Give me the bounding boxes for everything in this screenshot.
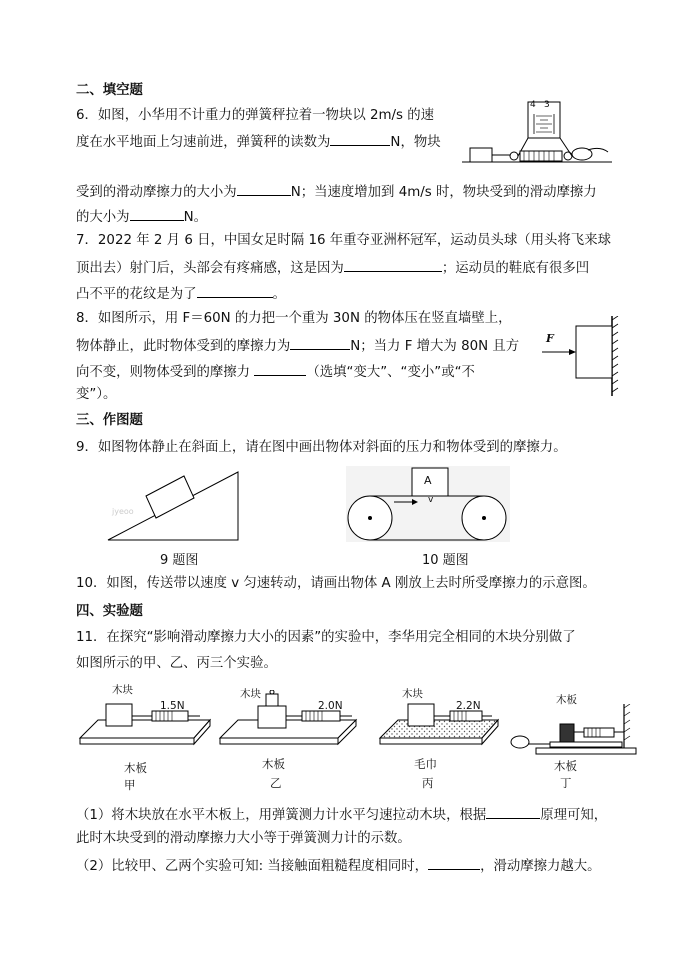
q11-jia-surface: 木板 bbox=[124, 761, 147, 775]
q11-yi-reading: 2.0N bbox=[318, 700, 343, 712]
q11-blank-1[interactable] bbox=[486, 804, 540, 819]
q11-yi-name: 乙 bbox=[270, 776, 282, 790]
q10-caption: 10 题图 bbox=[422, 553, 469, 568]
q11-yi-surface: 木板 bbox=[262, 757, 285, 771]
q6-blank-3[interactable] bbox=[130, 206, 184, 221]
q9-incline-figure bbox=[106, 468, 246, 542]
q11-part2-line-1: （2）比较甲、乙两个实验可知: 当接触面粗糙程度相同时， ，滑动摩擦力越大。 bbox=[76, 855, 601, 877]
q11-bing-name: 丙 bbox=[422, 776, 434, 790]
q10-line-1: 10．如图，传送带以速度 v 匀速转动，请画出物体 A 刚放上去时所受摩擦力的示意图。 bbox=[76, 576, 596, 591]
q8-blank-1[interactable] bbox=[290, 335, 350, 350]
q11-ding-name: 丁 bbox=[560, 776, 572, 790]
q6-scale-mark-4: 4 bbox=[530, 100, 536, 110]
q11-fig-ding bbox=[506, 704, 638, 758]
q11-blank-2[interactable] bbox=[428, 855, 480, 870]
q8-line-1: 8．如图所示，用 F＝60N 的力把一个重为 30N 的物体压在竖直墙壁上， bbox=[76, 311, 512, 326]
q11-ding-top-label: 木板 bbox=[556, 694, 577, 706]
q6-line-4: 的大小为 N。 bbox=[76, 206, 207, 228]
q10-block-label: A bbox=[424, 474, 432, 487]
q8-blank-2[interactable] bbox=[254, 361, 306, 376]
q11-line-2: 如图所示的甲、乙、丙三个实验。 bbox=[76, 656, 277, 671]
q7-line-1: 7．2022 年 2 月 6 日，中国女足时隔 16 年重夺亚洲杯冠军，运动员头球（用头将飞来球 bbox=[76, 233, 611, 248]
q7-blank-2[interactable] bbox=[197, 283, 273, 298]
q11-bing-surface: 毛巾 bbox=[414, 757, 437, 771]
q11-fig-jia bbox=[78, 690, 212, 748]
q11-bing-block-label: 木块 bbox=[402, 688, 423, 700]
q11-bing-reading: 2.2N bbox=[456, 700, 481, 712]
q11-yi-block-label: 木块 bbox=[240, 688, 261, 700]
q9-caption: 9 题图 bbox=[160, 553, 199, 568]
q6-line-2: 度在水平地面上匀速前进，弹簧秤的读数为 N，物块 bbox=[76, 131, 441, 153]
q8-line-2: 物体静止，此时物体受到的摩擦力为 N；当力 F 增大为 80N 且方 bbox=[76, 335, 519, 357]
q6-blank-2[interactable] bbox=[237, 181, 291, 196]
q7-line-3: 凸不平的花纹是为了 。 bbox=[76, 283, 286, 305]
q6-spring-scale-figure bbox=[462, 100, 612, 172]
q11-fig-bing bbox=[378, 690, 500, 748]
q11-part1-line-1: （1）将木块放在水平木板上，用弹簧测力计水平匀速拉动木块，根据 原理可知， bbox=[76, 804, 607, 826]
q11-jia-block-label: 木块 bbox=[112, 684, 133, 696]
q11-ding-surface: 木板 bbox=[554, 759, 577, 773]
section-2-heading: 二、填空题 bbox=[76, 83, 143, 98]
q11-jia-reading: 1.5N bbox=[160, 700, 185, 712]
q8-line-4: 变”）。 bbox=[76, 387, 117, 402]
q11-jia-name: 甲 bbox=[124, 778, 136, 792]
section-3-heading: 三、作图题 bbox=[76, 413, 143, 428]
q9-watermark: jyeoo bbox=[112, 507, 134, 516]
q8-line-3: 向不变，则物体受到的摩擦力 （选填“变大”、“变小”或“不 bbox=[76, 361, 475, 383]
q9-line-1: 9．如图物体静止在斜面上，请在图中画出物体对斜面的压力和物体受到的摩擦力。 bbox=[76, 440, 567, 455]
q11-line-1: 11．在探究“影响滑动摩擦力大小的因素”的实验中，李华用完全相同的木块分别做了 bbox=[76, 630, 576, 645]
q8-wall-figure bbox=[540, 316, 620, 398]
q11-fig-yi bbox=[218, 690, 358, 748]
q6-line-1: 6．如图，小华用不计重力的弹簧秤拉着一物块以 2m/s 的速 bbox=[76, 108, 435, 123]
q6-scale-mark-3: 3 bbox=[544, 100, 550, 110]
q7-line-2: 顶出去）射门后，头部会有疼痛感，这是因为 ；运动员的鞋底有很多凹 bbox=[76, 257, 589, 279]
q6-blank-1[interactable] bbox=[330, 131, 390, 146]
q7-blank-1[interactable] bbox=[344, 257, 442, 272]
q6-line-3: 受到的滑动摩擦力的大小为 N；当速度增加到 4m/s 时，物块受到的滑动摩擦力 bbox=[76, 181, 597, 203]
q10-velocity-label: v bbox=[428, 495, 434, 505]
q8-force-label: F bbox=[546, 332, 554, 345]
section-4-heading: 四、实验题 bbox=[76, 604, 143, 619]
q11-part1-line-2: 此时木块受到的滑动摩擦力大小等于弹簧测力计的示数。 bbox=[76, 831, 411, 846]
